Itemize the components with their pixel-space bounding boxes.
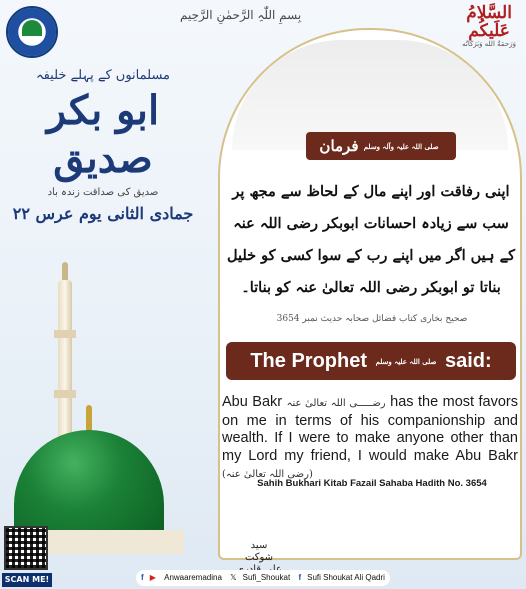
urdu-hadith-text: اپنی رفاقت اور اپنے مال کے لحاظ سے مجھ پر سب سے زیادہ احسانات ابوبکر رضی اللہ عنہ کے ہیں اگر میں اپنے رب کے سوا کسی کو خلیل بناتا تو ابوبکر رضی اللہ تعالیٰ عنہ کو بناتا۔	[227, 183, 515, 296]
left-title-block	[8, 68, 198, 223]
english-reference: Sahih Bukhari Kitab Fazail Sahaba Hadith No. 3654	[257, 478, 487, 489]
minaret	[58, 280, 72, 450]
prophet-said-text	[226, 342, 516, 380]
salam-line1: السَّلامُ	[466, 3, 512, 23]
farman-title-badge	[306, 132, 456, 184]
urdu-reference: صحیح بخاری کتاب فضائل صحابہ حدیث نمبر 3654	[276, 314, 468, 324]
prophet-said-banner	[226, 342, 516, 380]
social-footer	[136, 570, 390, 586]
scan-label: SCAN ME!	[2, 573, 52, 587]
left-date: ۲۲ جمادی الثانی یوم عرس	[12, 204, 194, 223]
footer-handle-1[interactable]: Anwaaremadina	[164, 573, 222, 582]
english-hadith-text	[222, 394, 518, 484]
logo	[6, 6, 58, 58]
salam-line3: وَرَحمَةُ الله وَبَرَكَاتُه	[462, 40, 516, 48]
footer-handle-3[interactable]: Sufi Shoukat Ali Qadri	[307, 573, 385, 582]
farman-seal: صلی اللہ علیہ وآلہ وسلم	[363, 142, 439, 151]
eng-honorific-2: (رضی اللہ تعالیٰ عنہ)	[222, 469, 313, 480]
left-name: ابو بکر صدیق	[46, 87, 160, 182]
youtube-icon: ▶	[149, 573, 156, 582]
x-icon: 𝕏	[230, 573, 237, 582]
prophet-label: The Prophet	[250, 350, 367, 372]
salam-greeting	[462, 4, 516, 48]
eng-name: Abu Bakr	[222, 394, 283, 410]
minaret-band	[54, 330, 76, 338]
pbuh-seal: صلی اللہ علیہ وسلم	[375, 356, 437, 366]
green-dome	[14, 430, 164, 540]
left-tagline: صدیق کی صداقت زندہ باد	[47, 187, 159, 198]
signature: سید شوکت	[244, 540, 274, 563]
facebook-icon-2: f	[298, 573, 302, 582]
footer-handle-2[interactable]: Sufi_Shoukat	[242, 573, 291, 582]
salam-line2: عَلَيكُم	[468, 21, 510, 41]
left-subtitle: مسلمانوں کے پہلے خلیفہ	[35, 68, 171, 83]
facebook-icon: f	[141, 573, 144, 582]
said-label: said:	[444, 350, 492, 372]
minaret-band	[54, 390, 76, 398]
dome-icon	[22, 20, 42, 36]
eng-honorific: رضـــــی اللہ تعالیٰ عنہ	[286, 398, 386, 409]
bismillah: بِسمِ اللّٰہِ الرَّحمٰنِ الرَّحِیم	[180, 8, 302, 22]
qr-code[interactable]	[4, 526, 48, 570]
farman-title: فرمان آخری نبی	[319, 137, 411, 184]
eng-body: has the most favors on me in terms of his companionship and wealth. If I were to make anyone other than my Lord my friend, I would make Abu Bakr	[222, 394, 518, 464]
